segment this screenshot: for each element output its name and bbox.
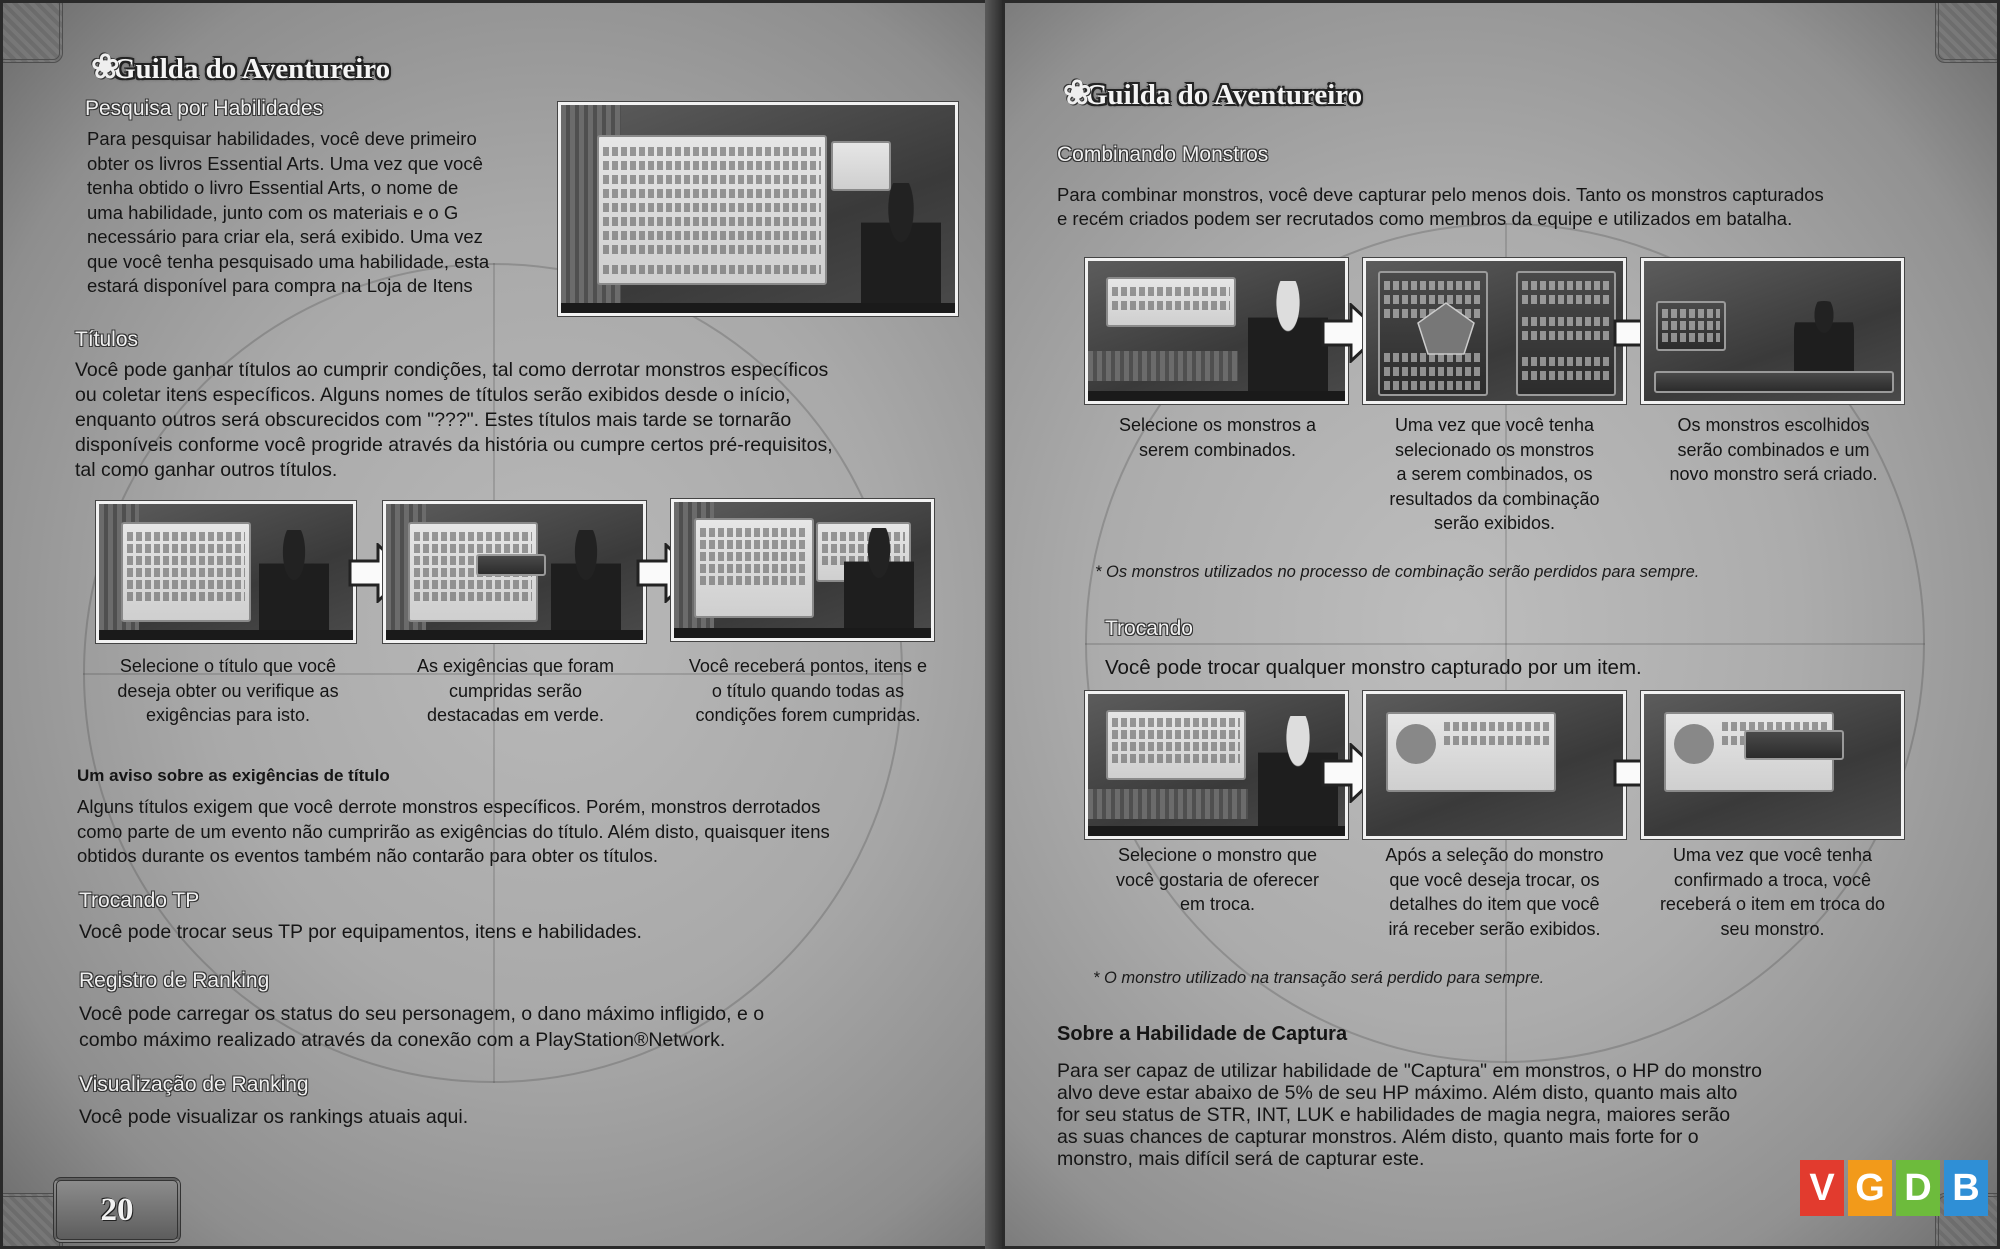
heading-combinando: Combinando Monstros: [1057, 143, 1269, 166]
logo-letter-v: V: [1800, 1160, 1844, 1216]
captura-text: Para ser capaz de utilizar habilidade de "Captura" em monstros, o HP do monstro alvo deve estar abaixo de 5% de seu HP máximo. Além disto, quanto mais alto for seu status de STR, INT, LUK e habilidades de magia negra, maiores serão as suas chances de capturar monstros. Além disto, quanto mais forte for o monstro, mais difícil será de capturar este.: [1057, 1060, 1763, 1170]
heading-pesquisa: Pesquisa por Habilidades: [85, 97, 324, 120]
logo-letter-g: G: [1848, 1160, 1892, 1216]
registro-text: Você pode carregar os status do seu personagem, o dano máximo infligido, e o combo máximo realizado através da conexão com a PlayStation®Network.: [79, 1003, 765, 1051]
heading-registro: Registro de Ranking: [79, 969, 270, 992]
trocando-text: Você pode trocar qualquer monstro capturado por um item.: [1105, 656, 1642, 679]
stats-radar-chart: [1416, 301, 1476, 356]
screenshot-title-select: [96, 501, 356, 643]
caption-trocando-1: Selecione o monstro que você gostaria de oferecer em troca.: [1115, 845, 1320, 914]
screenshot-combine-created: [1641, 258, 1904, 404]
guild-title-right: ❀ Guilda do Aventureiro: [1063, 75, 1363, 112]
combinando-text: Para combinar monstros, você deve capturar pelo menos dois. Tanto os monstros capturados e recém criados podem ser recrutados como membros da equipe e utilizados em batalha.: [1057, 184, 1824, 229]
logo-letter-d: D: [1896, 1160, 1940, 1216]
heading-trocando-tp: Trocando TP: [79, 889, 200, 912]
swirl-ornament-icon: ❀: [1063, 75, 1092, 112]
heading-titulos: Títulos: [75, 328, 139, 351]
screenshot-trade-select: [1085, 691, 1348, 839]
screenshot-title-rewards: [671, 499, 934, 641]
trocando-tp-text: Você pode trocar seus TP por equipamentos, itens e habilidades.: [79, 921, 642, 943]
guild-title-left: ❀ Guilda do Aventureiro: [91, 49, 391, 86]
heading-trocando: Trocando: [1105, 617, 1193, 640]
caption-combinando-3: Os monstros escolhidos serão combinados e um novo monstro será criado.: [1669, 415, 1878, 484]
corner-ornament-top-right: [1935, 0, 2000, 63]
aviso-text: Alguns títulos exigem que você derrote monstros específicos. Porém, monstros derrotados como parte de um evento não cumprirão as exigências do título. Além disto, quaisquer itens obtidos durante os eventos também não contarão para obter os títulos.: [77, 796, 830, 866]
combinando-note: * Os monstros utilizados no processo de combinação serão perdidos para sempre.: [1095, 563, 1700, 581]
right-page: [1002, 0, 2000, 1249]
caption-trocando-3: Uma vez que você tenha confirmado a troca, você receberá o item em troca do seu monstro.: [1659, 845, 1886, 939]
screenshot-combine-results: [1363, 258, 1626, 404]
heading-visualizacao: Visualização de Ranking: [79, 1073, 309, 1096]
skill-list-window: [597, 135, 827, 285]
map-equator-decoration: [1085, 643, 1925, 645]
caption-titulos-3: Você receberá pontos, itens e o título quando todas as condições forem cumpridas.: [688, 656, 928, 725]
visualizacao-text: Você pode visualizar os rankings atuais aqui.: [79, 1106, 469, 1128]
caption-titulos-2: As exigências que foram cumpridas serão destacadas em verde.: [416, 656, 615, 725]
heading-aviso: Um aviso sobre as exigências de título: [77, 766, 390, 785]
corner-ornament-top-left: [0, 0, 63, 63]
heading-captura: Sobre a Habilidade de Captura: [1057, 1023, 1348, 1045]
caption-combinando-2: Uma vez que você tenha selecionado os monstros a serem combinados, os resultados da combinação serão exibidos.: [1389, 415, 1600, 533]
vgdb-logo: [1800, 1160, 1990, 1220]
screenshot-skill-research: [558, 102, 958, 316]
pesquisa-text: Para pesquisar habilidades, você deve primeiro obter os livros Essential Arts. Uma vez que você tenha obtido o livro Essential Arts, o nome de uma habilidade, junto com os materiais e o G necessário para criar ela, será exibido. Uma vez que você tenha pesquisado uma habilidade, esta estará disponível para compra na Loja de Itens: [87, 128, 490, 296]
page-number: 20: [53, 1177, 181, 1243]
screenshot-combine-select: [1085, 258, 1348, 404]
screenshot-trade-confirm: [1641, 691, 1904, 839]
swirl-ornament-icon: ❀: [91, 49, 120, 86]
logo-letter-b: B: [1944, 1160, 1988, 1216]
caption-combinando-1: Selecione os monstros a serem combinados.: [1118, 415, 1317, 460]
screenshot-title-requirements: [383, 501, 646, 643]
caption-titulos-1: Selecione o título que você deseja obter ou verifique as exigências para isto.: [117, 656, 339, 725]
screenshot-trade-details: [1363, 691, 1626, 839]
titulos-text: Você pode ganhar títulos ao cumprir condições, tal como derrotar monstros específicos ou coletar itens específicos. Alguns nomes de títulos serão exibidos desde o início, enquanto outros será obscurecidos com "???". Estes títulos mais tarde se tornarão disponíveis conforme você progride através da história ou cumpre certos pré-requisitos, tal como ganhar outros títulos.: [75, 359, 833, 481]
trocando-note: * O monstro utilizado na transação será perdido para sempre.: [1093, 969, 1545, 987]
caption-trocando-2: Após a seleção do monstro que você deseja trocar, os detalhes do item que você irá receber serão exibidos.: [1385, 845, 1604, 939]
